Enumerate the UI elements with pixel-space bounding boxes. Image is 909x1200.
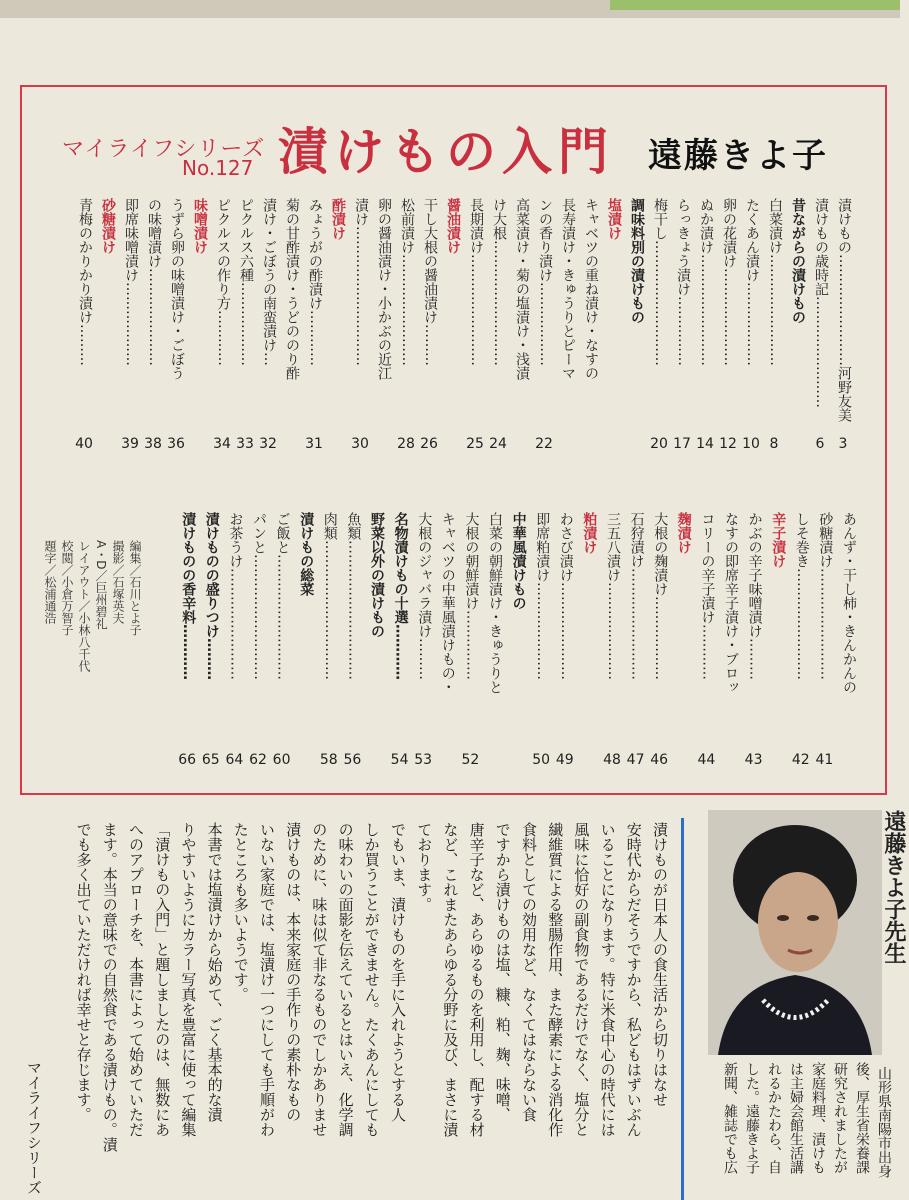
body-line: ております。 [415, 822, 434, 912]
toc-page-number: 14 [696, 436, 714, 452]
body-line: マイライフシリーズ [25, 1060, 43, 1195]
body-line: 繊維質による整腸作用、また酵素による消化作 [546, 822, 565, 1137]
toc-entry: 漬けもの……………………河野友美 [836, 198, 852, 422]
toc-page-number: 42 [791, 752, 810, 768]
body-line: ます。本当の意味での自然食である漬けもの。漬 [100, 822, 119, 1152]
profile-line: 山形県南陽市出身 [876, 1066, 892, 1178]
divider-line [681, 818, 684, 1200]
toc-entry: 長期漬け…………………… [468, 198, 484, 366]
toc-page-number: 31 [305, 436, 323, 452]
toc-entry: 肉類………………………… [321, 512, 338, 680]
toc-page-number: 52 [461, 752, 480, 768]
toc-entry: らっきょう漬け…………… [675, 198, 691, 366]
toc-category: 味噌漬け [192, 198, 208, 254]
toc-page-number: 30 [351, 436, 369, 452]
body-line: ですから漬けものは塩、糠、粕、麹、味噌、 [493, 822, 512, 1122]
toc-page-number: 20 [650, 436, 668, 452]
toc-entry: 青梅のかりかり漬け……… [77, 198, 93, 366]
toc-page-number: 34 [213, 436, 231, 452]
toc-entry: コリーの辛子漬け………… [699, 512, 716, 680]
toc-entry: たくあん漬け……………… [744, 198, 760, 366]
profile-line: した。遠藤きよ子 [744, 1062, 760, 1174]
toc-page-number: 12 [719, 436, 737, 452]
body-line: へのアプローチを、本書によって始めていただ [127, 822, 145, 1137]
toc-section: 漬けものの香辛料………… [180, 512, 197, 680]
body-line: いることになります。特に米食中心の時代には [598, 822, 617, 1137]
toc-entry: ピクルス六種……………… [238, 198, 254, 366]
toc-page-number: 6 [815, 436, 825, 452]
body-line: のために、味は似て非なるものでしかありませ [310, 822, 329, 1137]
toc-entry: なすの即席辛子漬け・ブロッ [723, 512, 739, 694]
toc-entry: 松前漬け…………………… [399, 198, 415, 366]
profile-line: 新聞、雑誌でも広 [722, 1062, 738, 1174]
toc-page-number: 56 [343, 752, 362, 768]
toc-entry: 魚類………………………… [345, 512, 362, 680]
toc-entry: 大根の朝鮮漬け…………… [463, 512, 480, 680]
toc-entry: 卵の花漬け………………… [721, 198, 737, 366]
toc-entry: 大根のジャバラ漬け……… [416, 512, 433, 680]
toc-entry: 白菜の朝鮮漬け・きゅうりと [487, 512, 503, 694]
body-line: 漬けものは、本来家庭の手作りの素朴なもの [284, 822, 303, 1122]
toc-page-number: 65 [201, 752, 220, 768]
profile-line: れるかたわら、自 [766, 1062, 782, 1174]
credit-line: 校閲／小倉万智子 [60, 540, 74, 636]
toc-entry: 石狩漬け…………………… [628, 512, 645, 680]
body-line: など、これまたあらゆる分野に及び、まさに漬 [441, 822, 460, 1137]
book-title: 漬けもの入門 [278, 122, 614, 181]
toc-entry: ンの香り漬け……………… [537, 198, 553, 366]
body-line: りやすいようにカラー写真を豊富に使って編集 [179, 822, 198, 1137]
toc-entry: わさび漬け………………… [557, 512, 574, 680]
toc-page-number: 25 [466, 436, 484, 452]
body-line: 風味に恰好の副食物であるだけでなく、塩分と [572, 822, 591, 1137]
toc-page-number: 17 [673, 436, 691, 452]
toc-entry: 大根の麹漬け……………… [652, 512, 669, 680]
toc-page-number: 3 [838, 436, 848, 452]
toc-category: 粕漬け [581, 512, 598, 554]
credit-line: 編集／石川とよ子 [128, 540, 142, 636]
toc-entry: みょうがの酢漬け………… [307, 198, 323, 366]
author-name: 遠藤きよ子 [648, 136, 828, 176]
toc-entry: かぶの辛子味噌漬け……… [746, 512, 763, 680]
portrait-image [708, 810, 882, 1055]
toc-entry: 漬けもの歳時記…………………… [813, 198, 829, 408]
profile-line: 家庭料理、漬けも [810, 1062, 826, 1174]
toc-page-number: 48 [603, 752, 621, 768]
toc-page-number: 41 [815, 752, 834, 768]
series-label: マイライフシリーズ [62, 137, 266, 162]
credit-line: レイアウト／小林八千代 [77, 540, 91, 672]
toc-category: 醤油漬け [445, 198, 461, 254]
profile-line: 後、厚生省栄養課 [854, 1062, 870, 1174]
body-line: 「漬けもの入門」と題しましたのは、無数にあ [153, 822, 172, 1137]
series-number: No.127 [182, 156, 254, 180]
toc-page-number: 53 [414, 752, 433, 768]
toc-page-number: 36 [167, 436, 185, 452]
top-strip [0, 0, 900, 18]
toc-entry: 卵の醤油漬け・小かぶの近江 [376, 198, 392, 380]
toc-section: 中華風漬けもの [510, 512, 527, 610]
toc-entry: 菊の甘酢漬け・うどののり酢 [284, 198, 300, 380]
toc-page-number: 46 [650, 752, 669, 768]
body-line: 食料としての効用など、なくてはならない食 [520, 822, 538, 1122]
toc-entry: 三五八漬け………………… [605, 512, 621, 680]
toc-entry: の味噌漬け………………… [146, 198, 162, 366]
toc-section: 昔ながらの漬けもの [790, 198, 806, 324]
toc-entry: パンと……………………… [251, 512, 267, 680]
toc-page-number: 60 [272, 752, 291, 768]
toc-entry: ご飯と……………………… [274, 512, 291, 680]
toc-page-number: 28 [397, 436, 415, 452]
toc-entry: 漬け………………………… [353, 198, 369, 366]
body-line: 安時代からだそうですから、私どもはずいぶん [624, 822, 643, 1137]
toc-page-number: 43 [744, 752, 763, 768]
toc-entry: ぬか漬け…………………… [698, 198, 714, 366]
toc-section: 野菜以外の漬けもの [369, 512, 385, 638]
toc-entry: うずら卵の味噌漬け・ごぼう [169, 198, 185, 380]
toc-entry: 高菜漬け・菊の塩漬け・浅漬 [514, 198, 530, 380]
toc-entry: キャベツの中華風漬けもの・ [439, 512, 456, 694]
toc-page-number: 38 [144, 436, 162, 452]
toc-entry: け大根……………………… [491, 198, 507, 366]
toc-entry: 長寿漬け・きゅうりとピーマ [560, 198, 576, 380]
credit-line: 題字／松浦通浩 [43, 540, 57, 624]
body-line: の味わいの面影を伝えているとはいえ、化学調 [336, 822, 355, 1137]
toc-entry: 即席味噌漬け……………… [123, 198, 139, 366]
profile-line: は主婦会館生活講 [788, 1062, 804, 1174]
toc-page-number: 44 [697, 752, 716, 768]
body-line: 唐辛子など、あらゆるものを利用し、配する材 [467, 822, 486, 1137]
toc-page-number: 64 [225, 752, 244, 768]
toc-entry: しそ巻き…………………… [793, 512, 810, 680]
toc-category: 酢漬け [330, 198, 346, 240]
body-line: 漬けものが日本人の食生活から切りはなせ [651, 822, 669, 1107]
body-line: たところも多いようです。 [231, 822, 250, 1002]
toc-page-number: 32 [259, 436, 277, 452]
toc-section: 名物漬けもの十選………… [392, 512, 409, 680]
toc-section: 調味料別の漬けもの [629, 198, 645, 324]
toc-page-number: 40 [75, 436, 93, 452]
credit-line: 撮影／石塚英夫 [111, 540, 125, 624]
profile-line: 研究されましたが [832, 1062, 848, 1174]
credit-line: A・D／巨州碧礼 [94, 540, 108, 630]
toc-entry: キャベツの重ね漬け・なすの [583, 198, 599, 380]
toc-page-number: 50 [532, 752, 551, 768]
body-line: いない家庭では、塩漬け一つにしても手順がわ [258, 822, 276, 1137]
toc-page-number: 22 [535, 436, 553, 452]
toc-entry: 即席粕漬け………………… [534, 512, 551, 680]
toc-page-number: 47 [626, 752, 645, 768]
toc-category: 砂糖漬け [100, 198, 116, 254]
toc-page-number: 10 [742, 436, 760, 452]
toc-page-number: 49 [555, 752, 574, 768]
toc-page-number: 58 [319, 752, 338, 768]
toc-page-number: 8 [769, 436, 779, 452]
toc-section: 漬けものの盛りつけ……… [203, 512, 220, 680]
author-photo [708, 810, 882, 1055]
toc-page-number: 62 [249, 752, 267, 768]
body-line: 本書では塩漬けから始めて、ごく基本的な漬 [205, 822, 224, 1122]
green-edge [610, 0, 900, 10]
toc-entry: 砂糖漬け…………………… [817, 512, 834, 680]
toc-entry: 梅干し……………………… [652, 198, 668, 366]
toc-entry: 干し大根の醤油漬け……… [422, 198, 438, 366]
toc-page-number: 33 [236, 436, 254, 452]
toc-page-number: 39 [121, 436, 139, 452]
toc-entry: お茶うけ…………………… [227, 512, 244, 680]
body-line: でも多く出ていただければ幸せと存じます。 [74, 822, 93, 1122]
toc-page-number: 26 [420, 436, 438, 452]
toc-entry: 漬け・ごぼうの南蛮漬け… [261, 198, 277, 366]
toc-category: 辛子漬け [770, 512, 787, 568]
toc-entry: ピクルスの作り方………… [215, 198, 231, 366]
toc-category: 塩漬け [606, 198, 622, 240]
toc-category: 麹漬け [675, 512, 692, 554]
body-line: でもいま、漬けものを手に入れようとする人 [389, 822, 407, 1122]
toc-section: 漬けもの総菜 [298, 512, 315, 596]
toc-page-number: 66 [178, 752, 197, 768]
toc-page-number: 54 [390, 752, 409, 768]
toc-page-number: 24 [489, 436, 507, 452]
author-profile-name: 遠藤きよ子先生 [881, 810, 906, 964]
toc-entry: あんず・干し柿・きんかんの [841, 512, 857, 694]
toc-entry: 白菜漬け…………………… [767, 198, 783, 366]
body-line: しか買うことができません。たくあんにしても [362, 822, 381, 1137]
